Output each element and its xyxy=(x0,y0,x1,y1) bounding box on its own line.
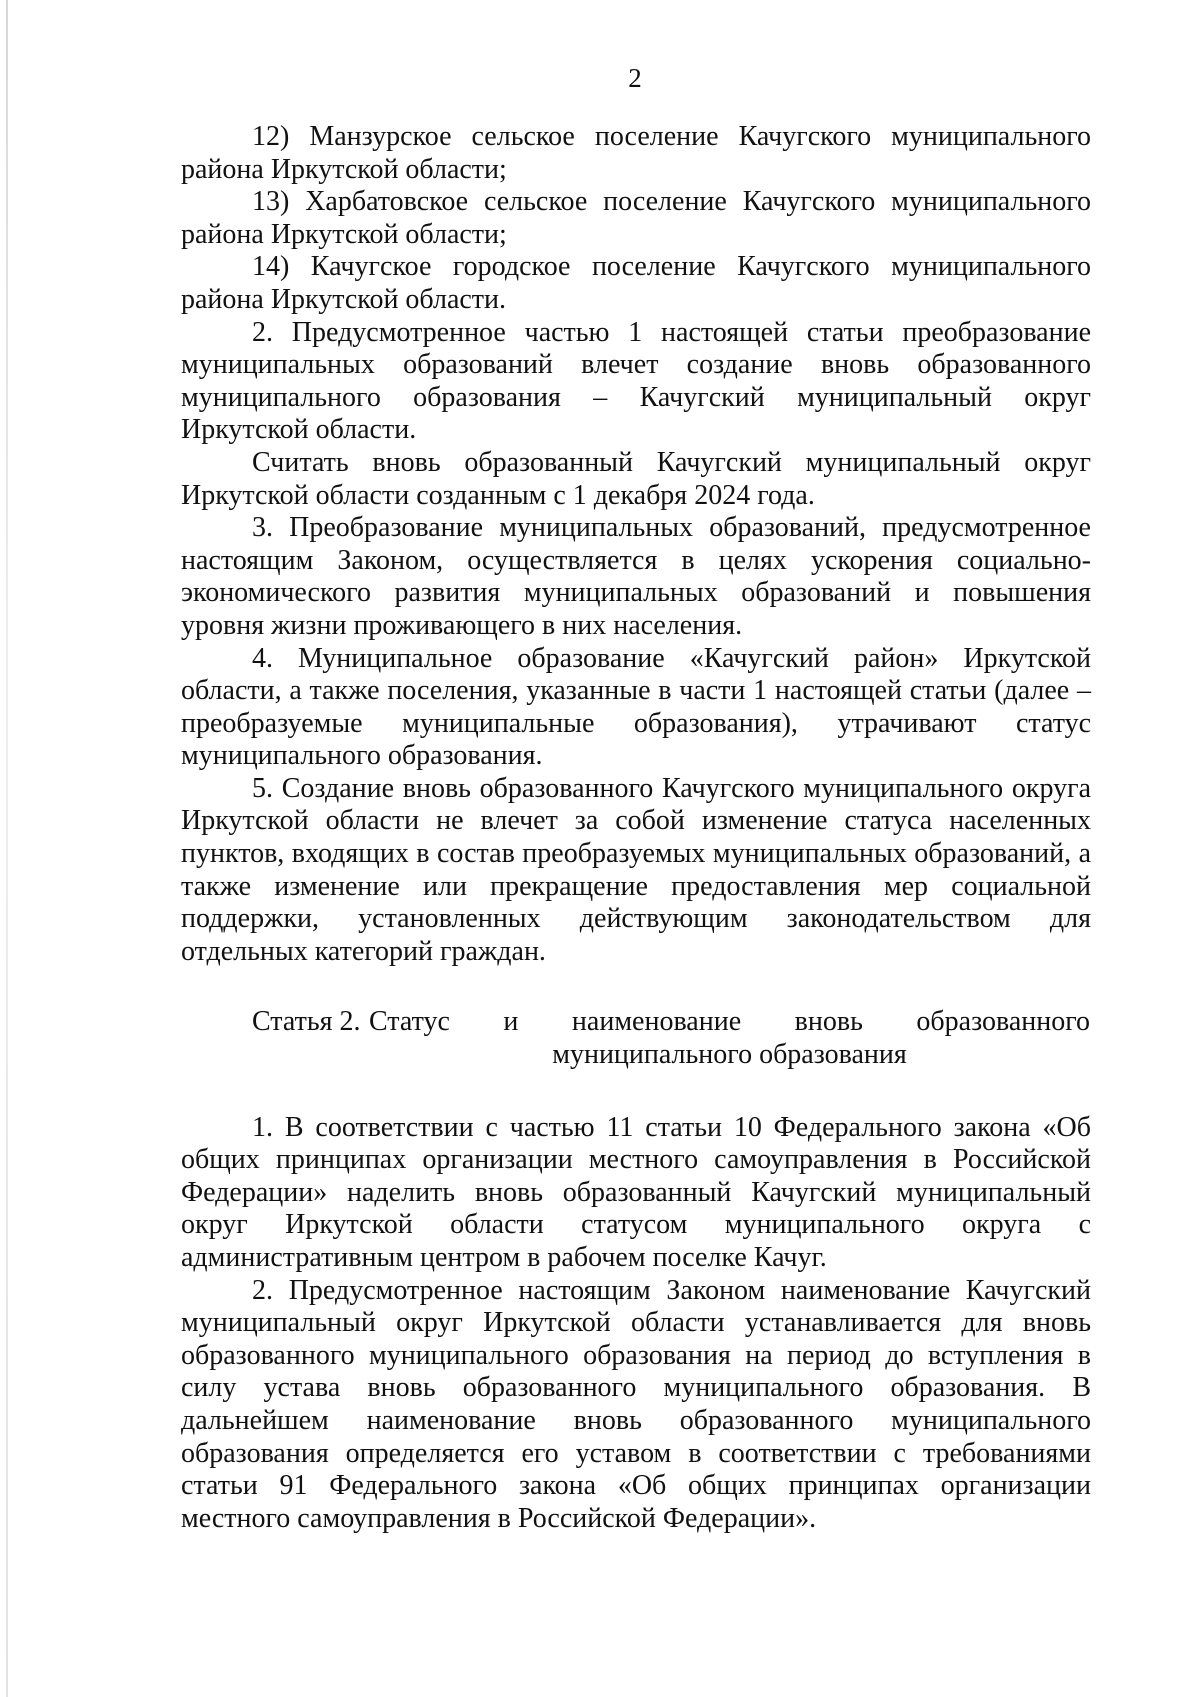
article1-paragraph-3: 3. Преобразование муниципальных образований, предусмотренное настоящим Законом, осуществляется в целях ускорения социально-экономического развития муниципальных образований и повышения уровня жизни проживающего в них населения. xyxy=(181,512,1091,641)
list-item-12: 12) Манзурское сельское поселение Качугского муниципального района Иркутской области; xyxy=(181,121,1091,185)
document-body xyxy=(181,121,1091,1535)
list-item-13: 13) Харбатовское сельское поселение Качугского муниципального района Иркутской области; xyxy=(181,186,1091,250)
article2-paragraph-1: 1. В соответствии с частью 11 статьи 10 Федерального закона «Об общих принципах организации местного самоуправления в Российской Федерации» наделить вновь образованный Качугский муниципальный округ Иркутской области статусом муниципального округа с административным центром в рабочем поселке Качуг. xyxy=(181,1111,1091,1273)
article1-paragraph-4: 4. Муниципальное образование «Качугский район» Иркутской области, а также поселения, указанные в части 1 настоящей статьи (далее – преобразуемые муниципальные образования), утрачивают статус муниципального образования. xyxy=(181,642,1091,772)
article1-paragraph-2: 2. Предусмотренное частью 1 настоящей статьи преобразование муниципальных образований влечет создание вновь образованного муниципального образования – Качугский муниципальный округ Иркутской области. xyxy=(181,316,1091,446)
article1-paragraph-5: 5. Создание вновь образованного Качугского муниципального округа Иркутской области не влечет за собой изменение статуса населенных пунктов, входящих в состав преобразуемых муниципальных образований, а также изменение или прекращение предоставления мер социальной поддержки, установленных действующим законодательством для отдельных категорий граждан. xyxy=(181,772,1091,967)
article2-paragraph-2: 2. Предусмотренное настоящим Законом наименование Качугский муниципальный округ Иркутской области устанавливается для вновь образованного муниципального образования на период до вступления в силу устава вновь образованного муниципального образования. В дальнейшем наименование вновь образованного муниципального образования определяется его уставом в соответствии с требованиями статьи 91 Федерального закона «Об общих принципах организации местного самоуправления в Российской Федерации». xyxy=(181,1274,1091,1534)
article2-title: Статус и наименование вновь образованного муниципального образования xyxy=(369,1006,1090,1071)
scan-edge-shadow xyxy=(6,0,8,1697)
page-number: 2 xyxy=(628,63,642,93)
article1-paragraph-2-continued: Считать вновь образованный Качугский муниципальный округ Иркутской области созданным с 1 декабря 2024 года. xyxy=(181,446,1091,511)
article2-heading xyxy=(181,1006,1091,1071)
article2-label: Статья 2. xyxy=(252,1006,361,1038)
list-item-14: 14) Качугское городское поселение Качугского муниципального района Иркутской области. xyxy=(181,251,1091,315)
